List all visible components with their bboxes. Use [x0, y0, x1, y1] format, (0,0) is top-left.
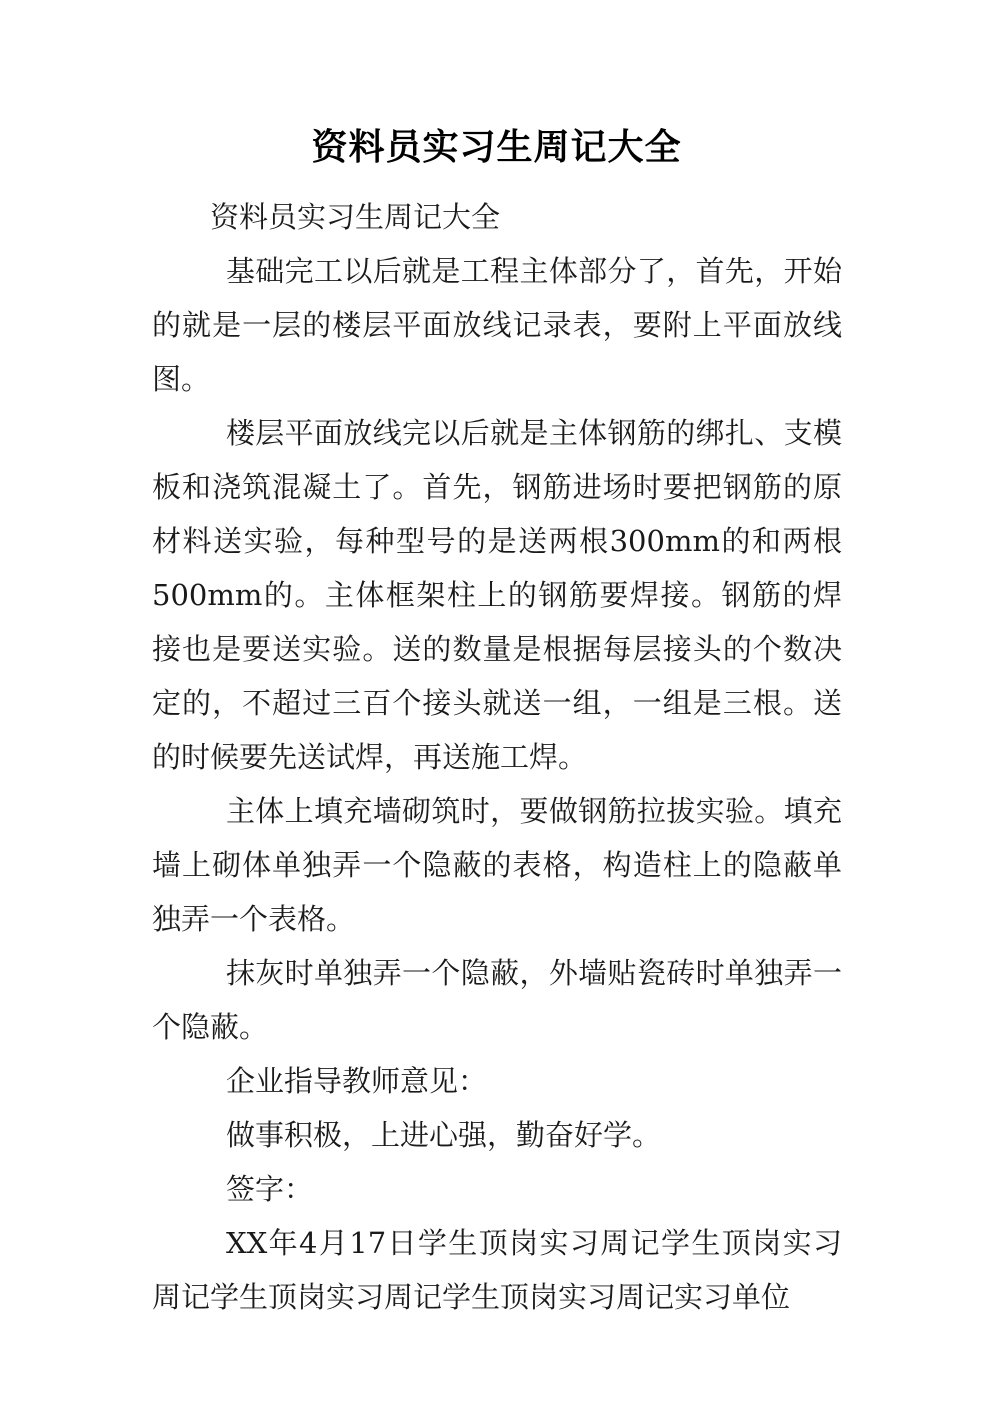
document-title: 资料员实习生周记大全: [311, 127, 682, 168]
document-body: [152, 190, 842, 1324]
paragraph-plastering: 抹灰时单独弄一个隐蔽，外墙贴瓷砖时单独弄一个隐蔽。: [152, 956, 842, 1044]
paragraph-infill-wall: 主体上填充墙砌筑时，要做钢筋拉拔实验。填充墙上砌体单独弄一个隐蔽的表格，构造柱上的隐蔽单独弄一个表格。: [152, 794, 842, 936]
paragraph-foundation: 基础完工以后就是工程主体部分了，首先，开始的就是一层的楼层平面放线记录表，要附上平面放线图。: [152, 254, 842, 396]
document-subtitle: 资料员实习生周记大全: [210, 200, 501, 234]
date-and-footer-text: XX年4月17日学生顶岗实习周记学生顶岗实习周记学生顶岗实习周记学生顶岗实习周记实习单位: [152, 1226, 842, 1314]
paragraph-rebar: 楼层平面放线完以后就是主体钢筋的绑扎、支模板和浇筑混凝土了。首先，钢筋进场时要把钢筋的原材料送实验，每种型号的是送两根300mm的和两根500mm的。主体框架柱上的钢筋要焊接。钢筋的焊接也是要送实验。送的数量是根据每层接头的个数决定的，不超过三百个接头就送一组，一组是三根。送的时候要先送试焊，再送施工焊。: [152, 416, 842, 774]
supervisor-opinion: 做事积极，上进心强，勤奋好学。: [225, 1118, 661, 1152]
signature-label: 签字：: [225, 1172, 313, 1206]
supervisor-opinion-label: 企业指导教师意见：: [225, 1064, 487, 1098]
